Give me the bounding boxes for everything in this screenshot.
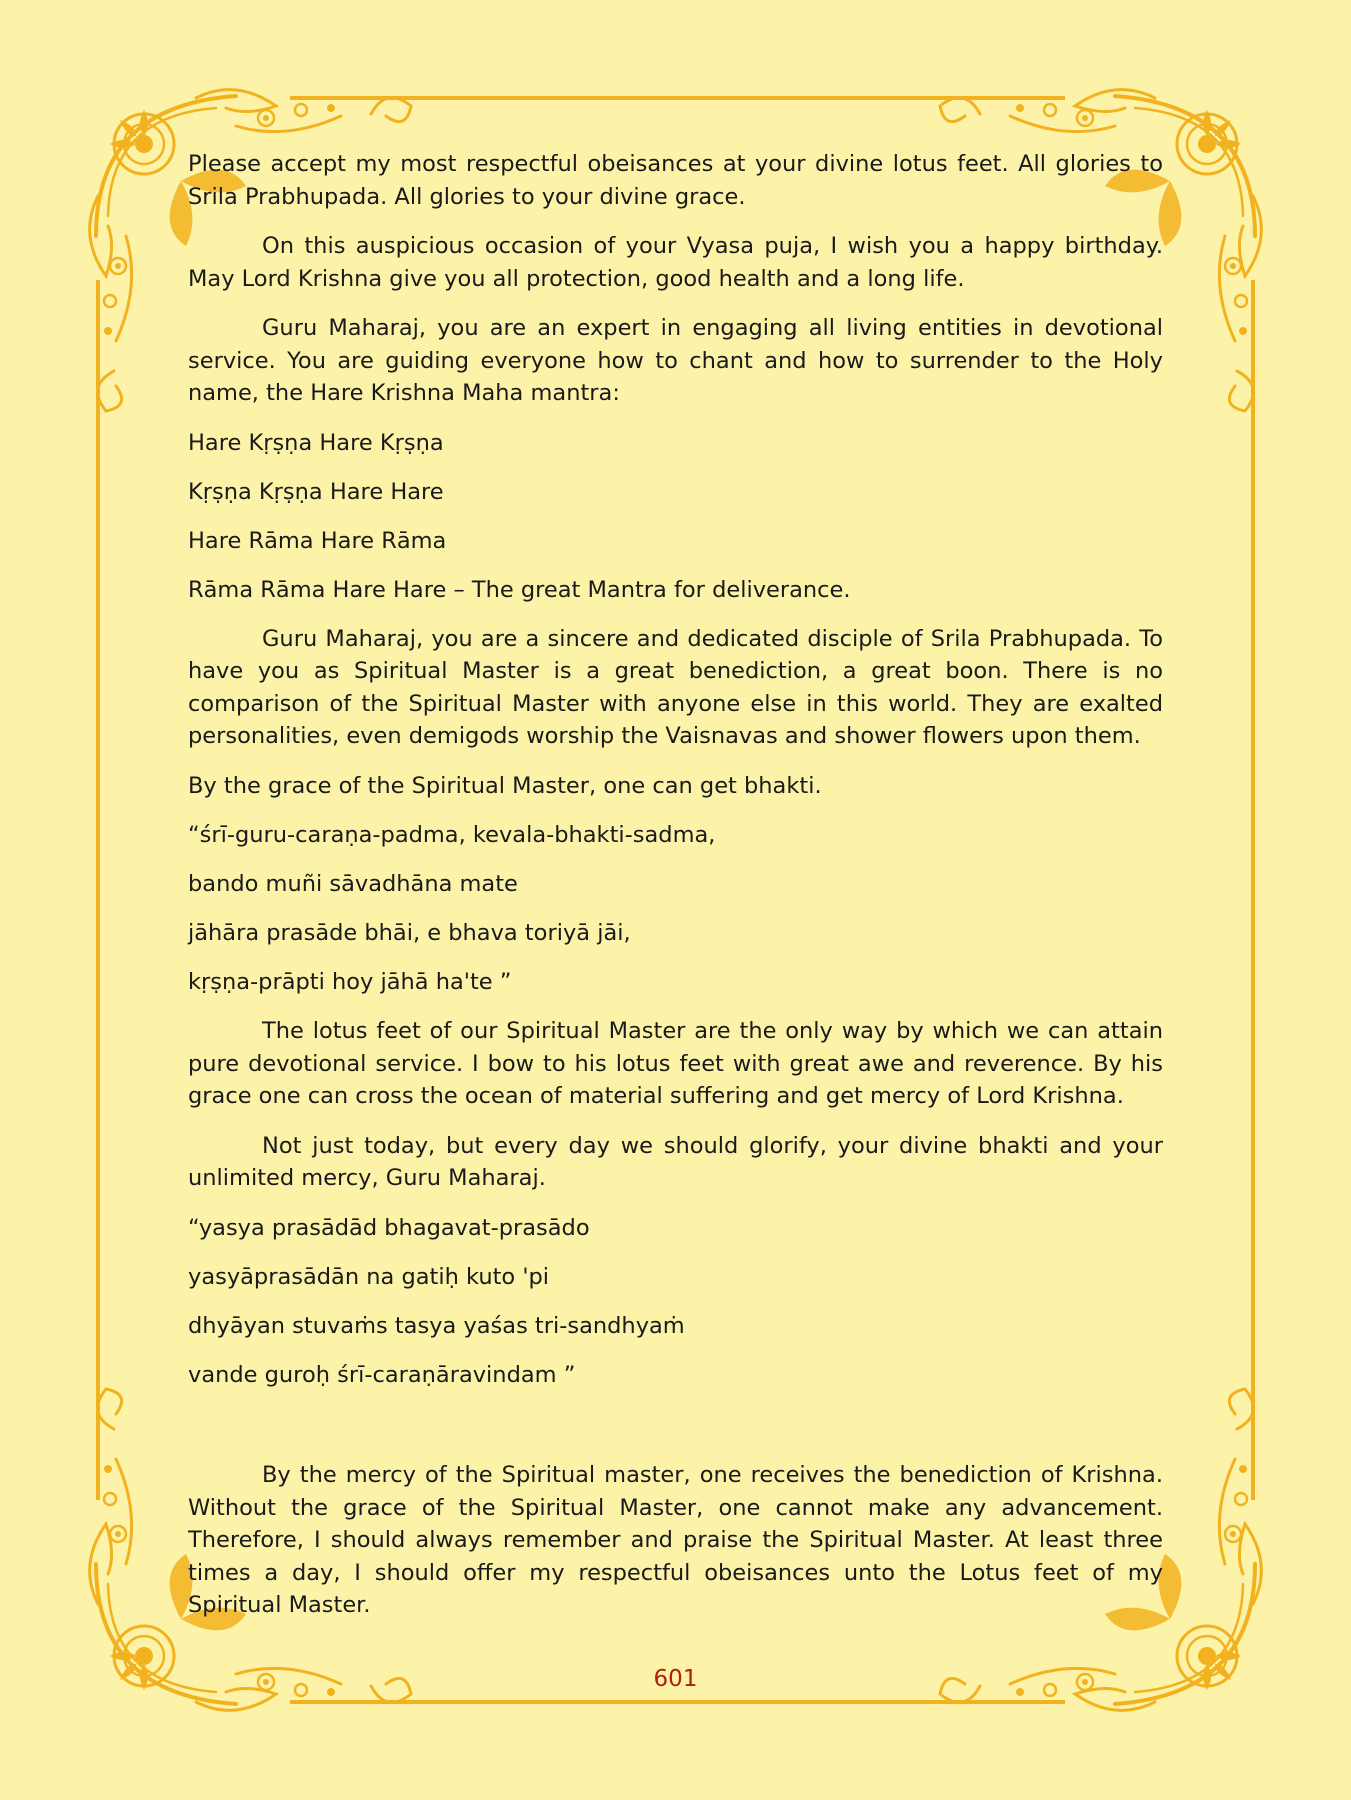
page-number: 601 (653, 1666, 698, 1692)
verse-1-line-4: kṛṣṇa-prāpti hoy jāhā ha'te ” (188, 969, 512, 995)
verse-2-line-1: “yasya prasādād bhagavat-prasādo (188, 1214, 590, 1241)
verse-2-line-3: dhyāyan stuvaṁs tasya yaśas tri-sandhyaṁ (188, 1312, 685, 1339)
mantra-line-2: Kṛṣṇa Kṛṣṇa Hare Hare (188, 478, 444, 505)
letter-body (188, 148, 1163, 1639)
mantra-line-4: Rāma Rāma Hare Hare – The great Mantra for deliverance. (188, 576, 851, 603)
verse-1-line-3: jāhāra prasāde bhāi, e bhava toriyā jāi, (188, 920, 631, 946)
verse-1-line-1: “śrī-guru-caraṇa-padma, kevala-bhakti-sadma, (188, 822, 716, 848)
mantra-line-1: Hare Kṛṣṇa Hare Kṛṣṇa (188, 429, 444, 456)
paragraph-birthday-wish: On this auspicious occasion of your Vyasa puja, I wish you a happy birthday. May Lord Krishna give you all protection, good health and a long life. (188, 233, 1163, 292)
paragraph-lotus-feet: The lotus feet of our Spiritual Master are the only way by which we can attain pure devotional service. I bow to his lotus feet with great awe and reverence. By his grace one can cross the ocean of material suffering and get mercy of Lord Krishna. (188, 1018, 1163, 1109)
paragraph-expert-devotional-service: Guru Maharaj, you are an expert in engaging all living entities in devotional service. You are guiding everyone how to chant and how to surrender to the Holy name, the Hare Krishna Maha mantra: (188, 315, 1163, 406)
paragraph-sincere-disciple: Guru Maharaj, you are a sincere and dedicated disciple of Srila Prabhupada. To have you as Spiritual Master is a great benediction, a great boon. There is no comparison of the Spiritual Master with anyone else in this world. They are exalted personalities, even demigods worship the Vaisnavas and shower flowers upon them. (188, 625, 1163, 749)
verse-2-line-4: vande guroḥ śrī-caraṇāravindam ” (188, 1361, 576, 1388)
verse-2-line-2: yasyāprasādān na gatiḥ kuto 'pi (188, 1263, 550, 1290)
paragraph-grace-bhakti: By the grace of the Spiritual Master, one can get bhakti. (188, 772, 822, 799)
paragraph-glorify-every-day: Not just today, but every day we should glorify, your divine bhakti and your unlimited mercy, Guru Maharaj. (188, 1132, 1163, 1191)
paragraph-salutation: Please accept my most respectful obeisances at your divine lotus feet. All glories to Srila Prabhupada. All glories to your divine grace. (188, 151, 1163, 210)
paragraph-mercy-of-spiritual-master: By the mercy of the Spiritual master, one receives the benediction of Krishna. Without the grace of the Spiritual Master, one cannot make any advancement. Therefore, I should always remember and praise the Spiritual Master. At least three times a day, I should offer my respectful obeisances unto the Lotus feet of my Spiritual Master. (188, 1462, 1163, 1618)
mantra-line-3: Hare Rāma Hare Rāma (188, 527, 447, 554)
verse-1-line-2: bando muñi sāvadhāna mate (188, 871, 518, 897)
